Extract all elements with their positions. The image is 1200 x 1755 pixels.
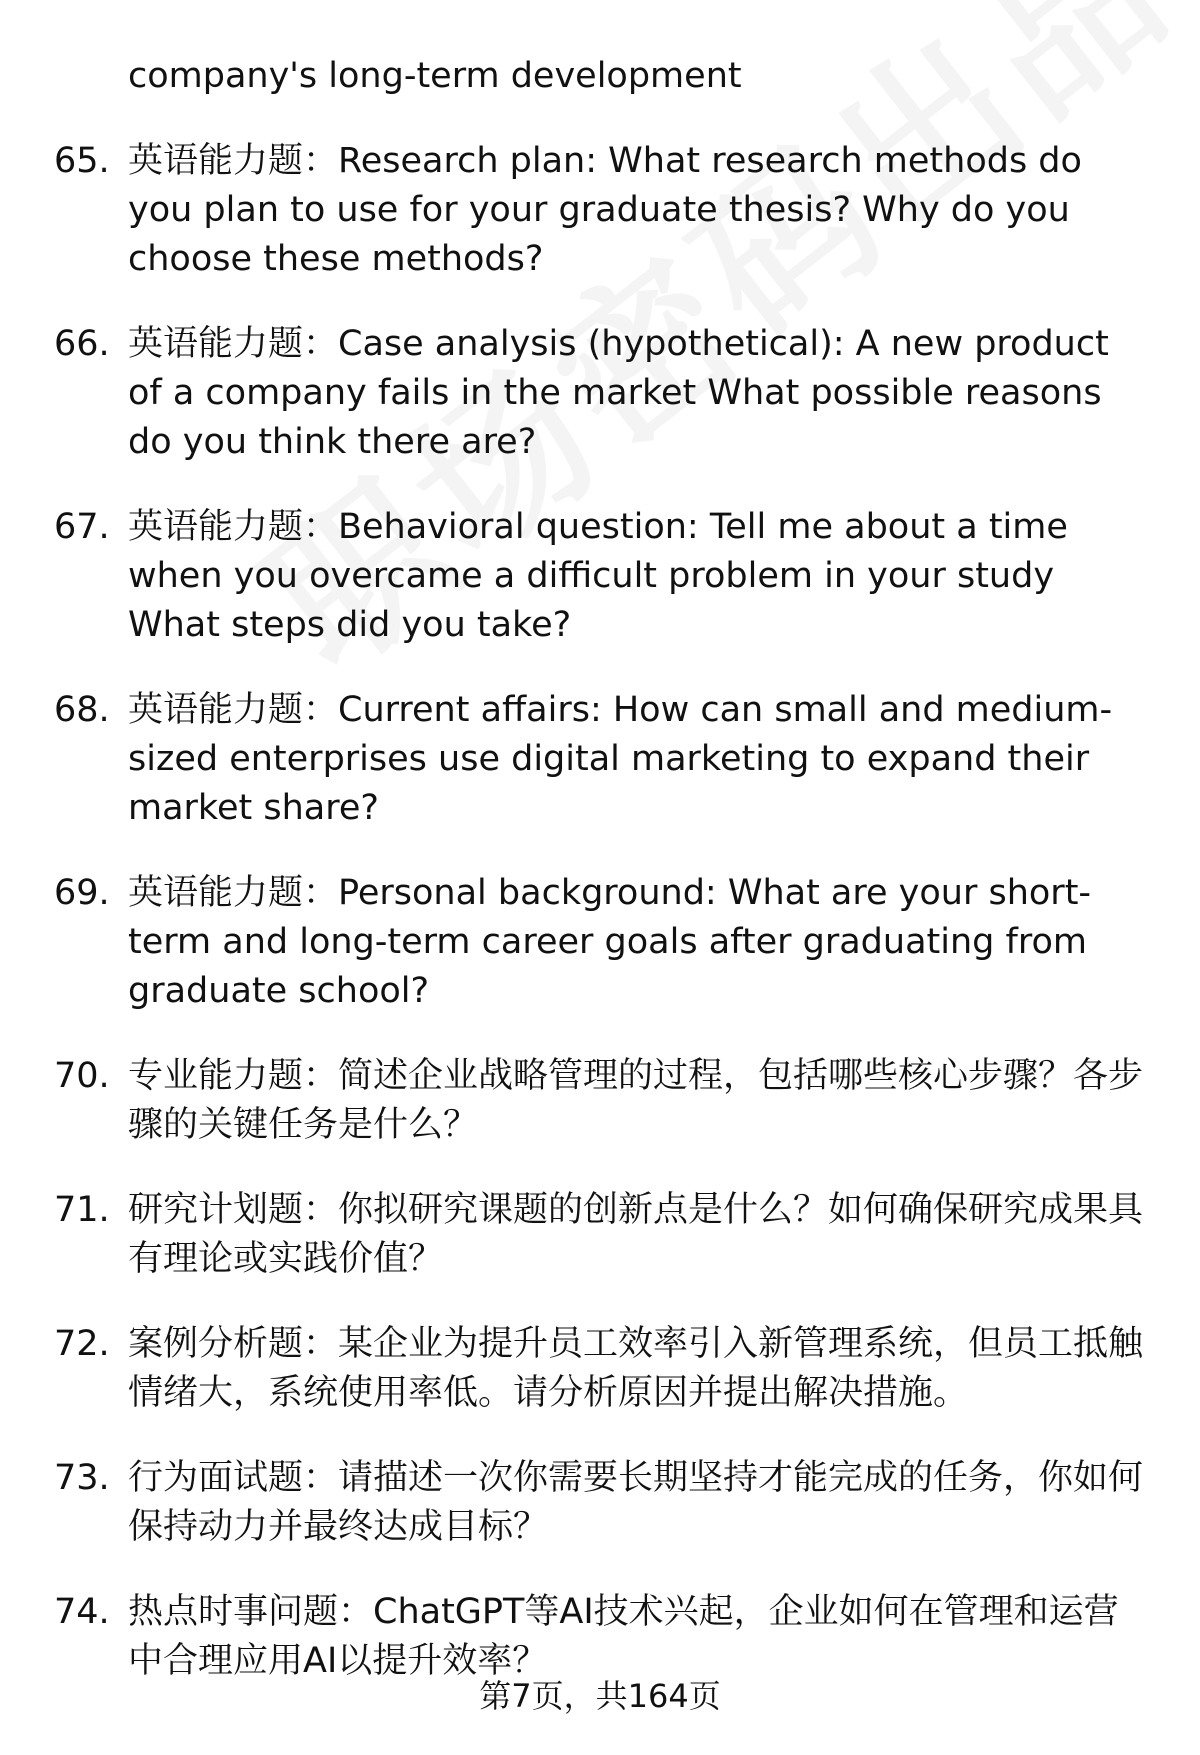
- question-item: [0, 1186, 1200, 1284]
- question-item: [0, 320, 1200, 467]
- question-text: 英语能力题：Personal background: What are your short-term and long-term career goals after graduating from graduate school?: [128, 873, 1092, 1011]
- question-text: 行为面试题：请描述一次你需要长期坚持才能完成的任务，你如何保持动力并最终达成目标？: [128, 1458, 1144, 1547]
- question-text: 热点时事问题：ChatGPT等AI技术兴起，企业如何在管理和运营中合理应用AI以提升效率？: [128, 1592, 1119, 1681]
- question-text: 研究计划题：你拟研究课题的创新点是什么？如何确保研究成果具有理论或实践价值？: [128, 1190, 1144, 1279]
- question-item: [0, 1320, 1200, 1418]
- question-text: 英语能力题：Research plan: What research methods do you plan to use for your graduate thesis? Why do you choose these methods?: [128, 141, 1082, 279]
- question-list: [0, 52, 1200, 1686]
- question-text: 英语能力题：Behavioral question: Tell me about a time when you overcame a difficult problem in your study What steps did you take?: [128, 507, 1068, 645]
- question-item: [0, 869, 1200, 1016]
- continuation-text: company's long-term development: [128, 56, 742, 96]
- question-number: 65.: [54, 141, 110, 181]
- question-number: 69.: [54, 873, 110, 913]
- question-number: 68.: [54, 690, 110, 730]
- question-item: [0, 137, 1200, 284]
- question-text: 英语能力题：Case analysis (hypothetical): A new product of a company fails in the market What possible reasons do you think there are?: [128, 324, 1109, 462]
- question-item: [0, 1454, 1200, 1552]
- question-number: 72.: [54, 1324, 110, 1364]
- question-number: 73.: [54, 1458, 110, 1498]
- question-number: 70.: [54, 1056, 110, 1096]
- page-footer: 第7页，共164页: [479, 1677, 721, 1715]
- question-item: [0, 1588, 1200, 1686]
- question-text: 专业能力题：简述企业战略管理的过程，包括哪些核心步骤？各步骤的关键任务是什么？: [128, 1056, 1144, 1145]
- question-item: [0, 503, 1200, 650]
- question-number: 74.: [54, 1592, 110, 1632]
- question-number: 67.: [54, 507, 110, 547]
- question-item: [0, 1052, 1200, 1150]
- question-number: 66.: [54, 324, 110, 364]
- question-text: 案例分析题：某企业为提升员工效率引入新管理系统，但员工抵触情绪大，系统使用率低。请分析原因并提出解决措施。: [128, 1324, 1144, 1413]
- question-text: 英语能力题：Current affairs: How can small and medium-sized enterprises use digital marketing to expand their market share?: [128, 690, 1113, 828]
- question-number: 71.: [54, 1190, 110, 1230]
- question-item: [0, 686, 1200, 833]
